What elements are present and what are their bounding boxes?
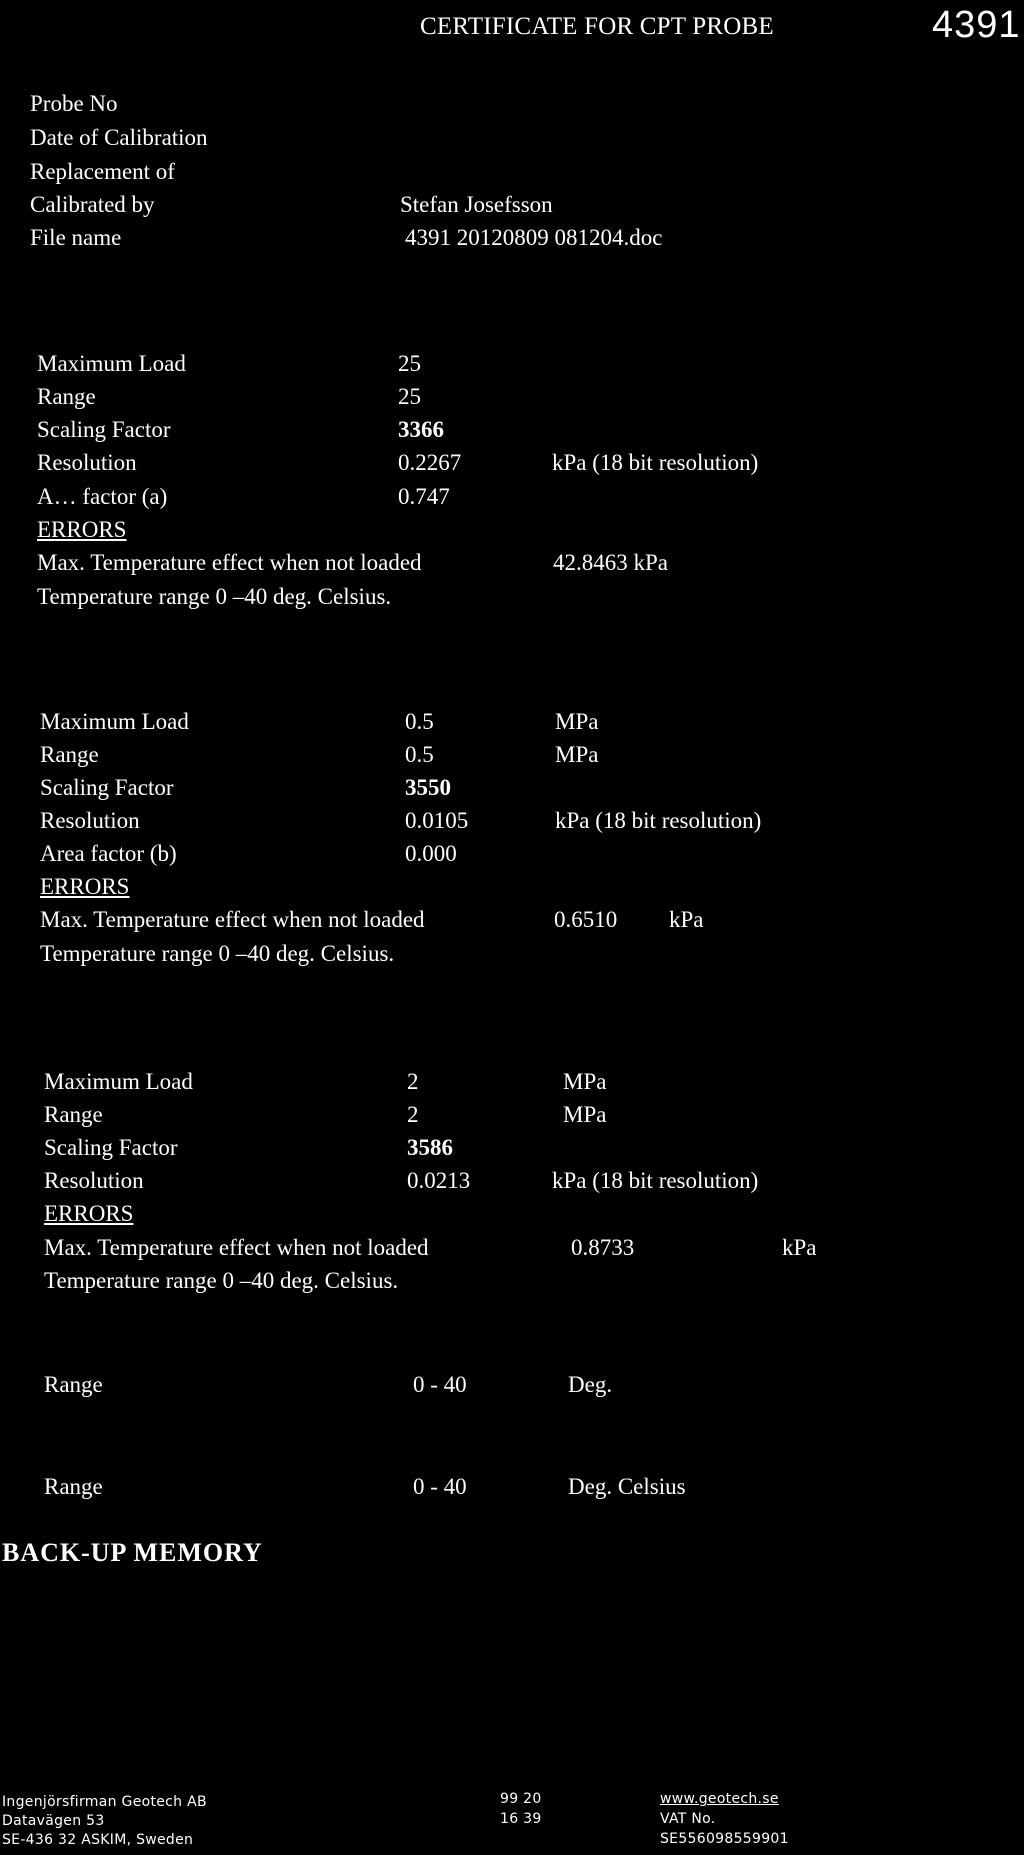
s2-scaling-value: 3550 — [405, 775, 451, 800]
s2-errors-heading: ERRORS — [40, 874, 130, 899]
s1-area-factor-value: 0.747 — [398, 484, 450, 509]
s1-temp-range-label: Temperature range 0 –40 deg. Celsius. — [37, 584, 392, 609]
s2-temp-range-label: Temperature range 0 –40 deg. Celsius. — [40, 941, 395, 966]
s1-range-value: 25 — [398, 384, 421, 409]
s2-resolution-unit: kPa (18 bit resolution) — [555, 808, 762, 833]
s1-range-label: Range — [37, 384, 96, 409]
s2-resolution-value: 0.0105 — [405, 808, 469, 833]
s3-temp-effect-label: Max. Temperature effect when not loaded — [44, 1235, 429, 1260]
s2-area-factor-value: 0.000 — [405, 841, 457, 866]
s4-range-label: Range — [44, 1372, 103, 1397]
s1-resolution-value: 0.2267 — [398, 450, 462, 475]
probe-no-label: Probe No — [30, 91, 118, 116]
s3-resolution-unit: kPa (18 bit resolution) — [552, 1168, 759, 1193]
s2-max-load-label: Maximum Load — [40, 709, 189, 734]
s2-temp-effect-label: Max. Temperature effect when not loaded — [40, 907, 425, 932]
s4-range-value: 0 - 40 — [413, 1372, 467, 1397]
backup-memory-heading: BACK-UP MEMORY — [2, 1538, 263, 1567]
s5-range-unit: Deg. Celsius — [568, 1474, 686, 1499]
footer-phone-1: 99 20 — [500, 1791, 542, 1807]
footer-vat-value: SE556098559901 — [660, 1831, 789, 1847]
s1-max-load-value: 25 — [398, 351, 421, 376]
s3-max-load-value: 2 — [407, 1069, 419, 1094]
file-name-label: File name — [30, 225, 122, 250]
s2-scaling-label: Scaling Factor — [40, 775, 174, 800]
replacement-of-label: Replacement of — [30, 159, 175, 184]
s3-temp-effect-value: 0.8733 — [571, 1235, 635, 1260]
s2-max-load-value: 0.5 — [405, 709, 434, 734]
s2-resolution-label: Resolution — [40, 808, 140, 833]
s3-scaling-label: Scaling Factor — [44, 1135, 178, 1160]
footer-city: SE-436 32 ASKIM, Sweden — [2, 1832, 194, 1848]
s3-resolution-label: Resolution — [44, 1168, 144, 1193]
footer-website-link[interactable]: www.geotech.se — [660, 1791, 779, 1807]
s4-range-unit: Deg. — [568, 1372, 613, 1397]
s1-errors-heading: ERRORS — [37, 517, 127, 542]
s1-resolution-unit: kPa (18 bit resolution) — [552, 450, 759, 475]
s2-temp-effect-unit: kPa — [669, 907, 704, 932]
footer-street: Datavägen 53 — [2, 1813, 105, 1829]
s1-area-factor-label: A… factor (a) — [37, 484, 168, 509]
s3-errors-heading: ERRORS — [44, 1201, 134, 1226]
s1-scaling-value: 3366 — [398, 417, 444, 442]
s1-temp-effect-label: Max. Temperature effect when not loaded — [37, 550, 422, 575]
s2-range-unit: MPa — [555, 742, 599, 767]
s3-range-value: 2 — [407, 1102, 419, 1127]
s5-range-label: Range — [44, 1474, 103, 1499]
s3-temp-range-label: Temperature range 0 –40 deg. Celsius. — [44, 1268, 399, 1293]
s3-max-load-label: Maximum Load — [44, 1069, 193, 1094]
calibrated-by-value: Stefan Josefsson — [400, 192, 553, 217]
date-of-calibration-label: Date of Calibration — [30, 125, 208, 150]
s5-range-value: 0 - 40 — [413, 1474, 467, 1499]
s3-max-load-unit: MPa — [563, 1069, 607, 1094]
s1-scaling-label: Scaling Factor — [37, 417, 171, 442]
footer-phone-2: 16 39 — [500, 1811, 542, 1827]
file-name-value: 4391 20120809 081204.doc — [405, 225, 663, 250]
s3-range-label: Range — [44, 1102, 103, 1127]
s1-resolution-label: Resolution — [37, 450, 137, 475]
s3-scaling-value: 3586 — [407, 1135, 453, 1160]
s2-temp-effect-value: 0.6510 — [554, 907, 618, 932]
calibrated-by-label: Calibrated by — [30, 192, 155, 217]
s3-temp-effect-unit: kPa — [782, 1235, 817, 1260]
s2-max-load-unit: MPa — [555, 709, 599, 734]
s3-resolution-value: 0.0213 — [407, 1168, 471, 1193]
s2-range-value: 0.5 — [405, 742, 434, 767]
s2-area-factor-label: Area factor (b) — [40, 841, 177, 866]
s3-range-unit: MPa — [563, 1102, 607, 1127]
footer-vat-label: VAT No. — [660, 1811, 716, 1827]
s1-temp-effect-value: 42.8463 kPa — [553, 550, 668, 575]
probe-number-heading: 4391 — [932, 4, 1021, 46]
s1-max-load-label: Maximum Load — [37, 351, 186, 376]
footer-company: Ingenjörsfirman Geotech AB — [2, 1794, 207, 1810]
certificate-title: CERTIFICATE FOR CPT PROBE — [420, 13, 774, 40]
s2-range-label: Range — [40, 742, 99, 767]
